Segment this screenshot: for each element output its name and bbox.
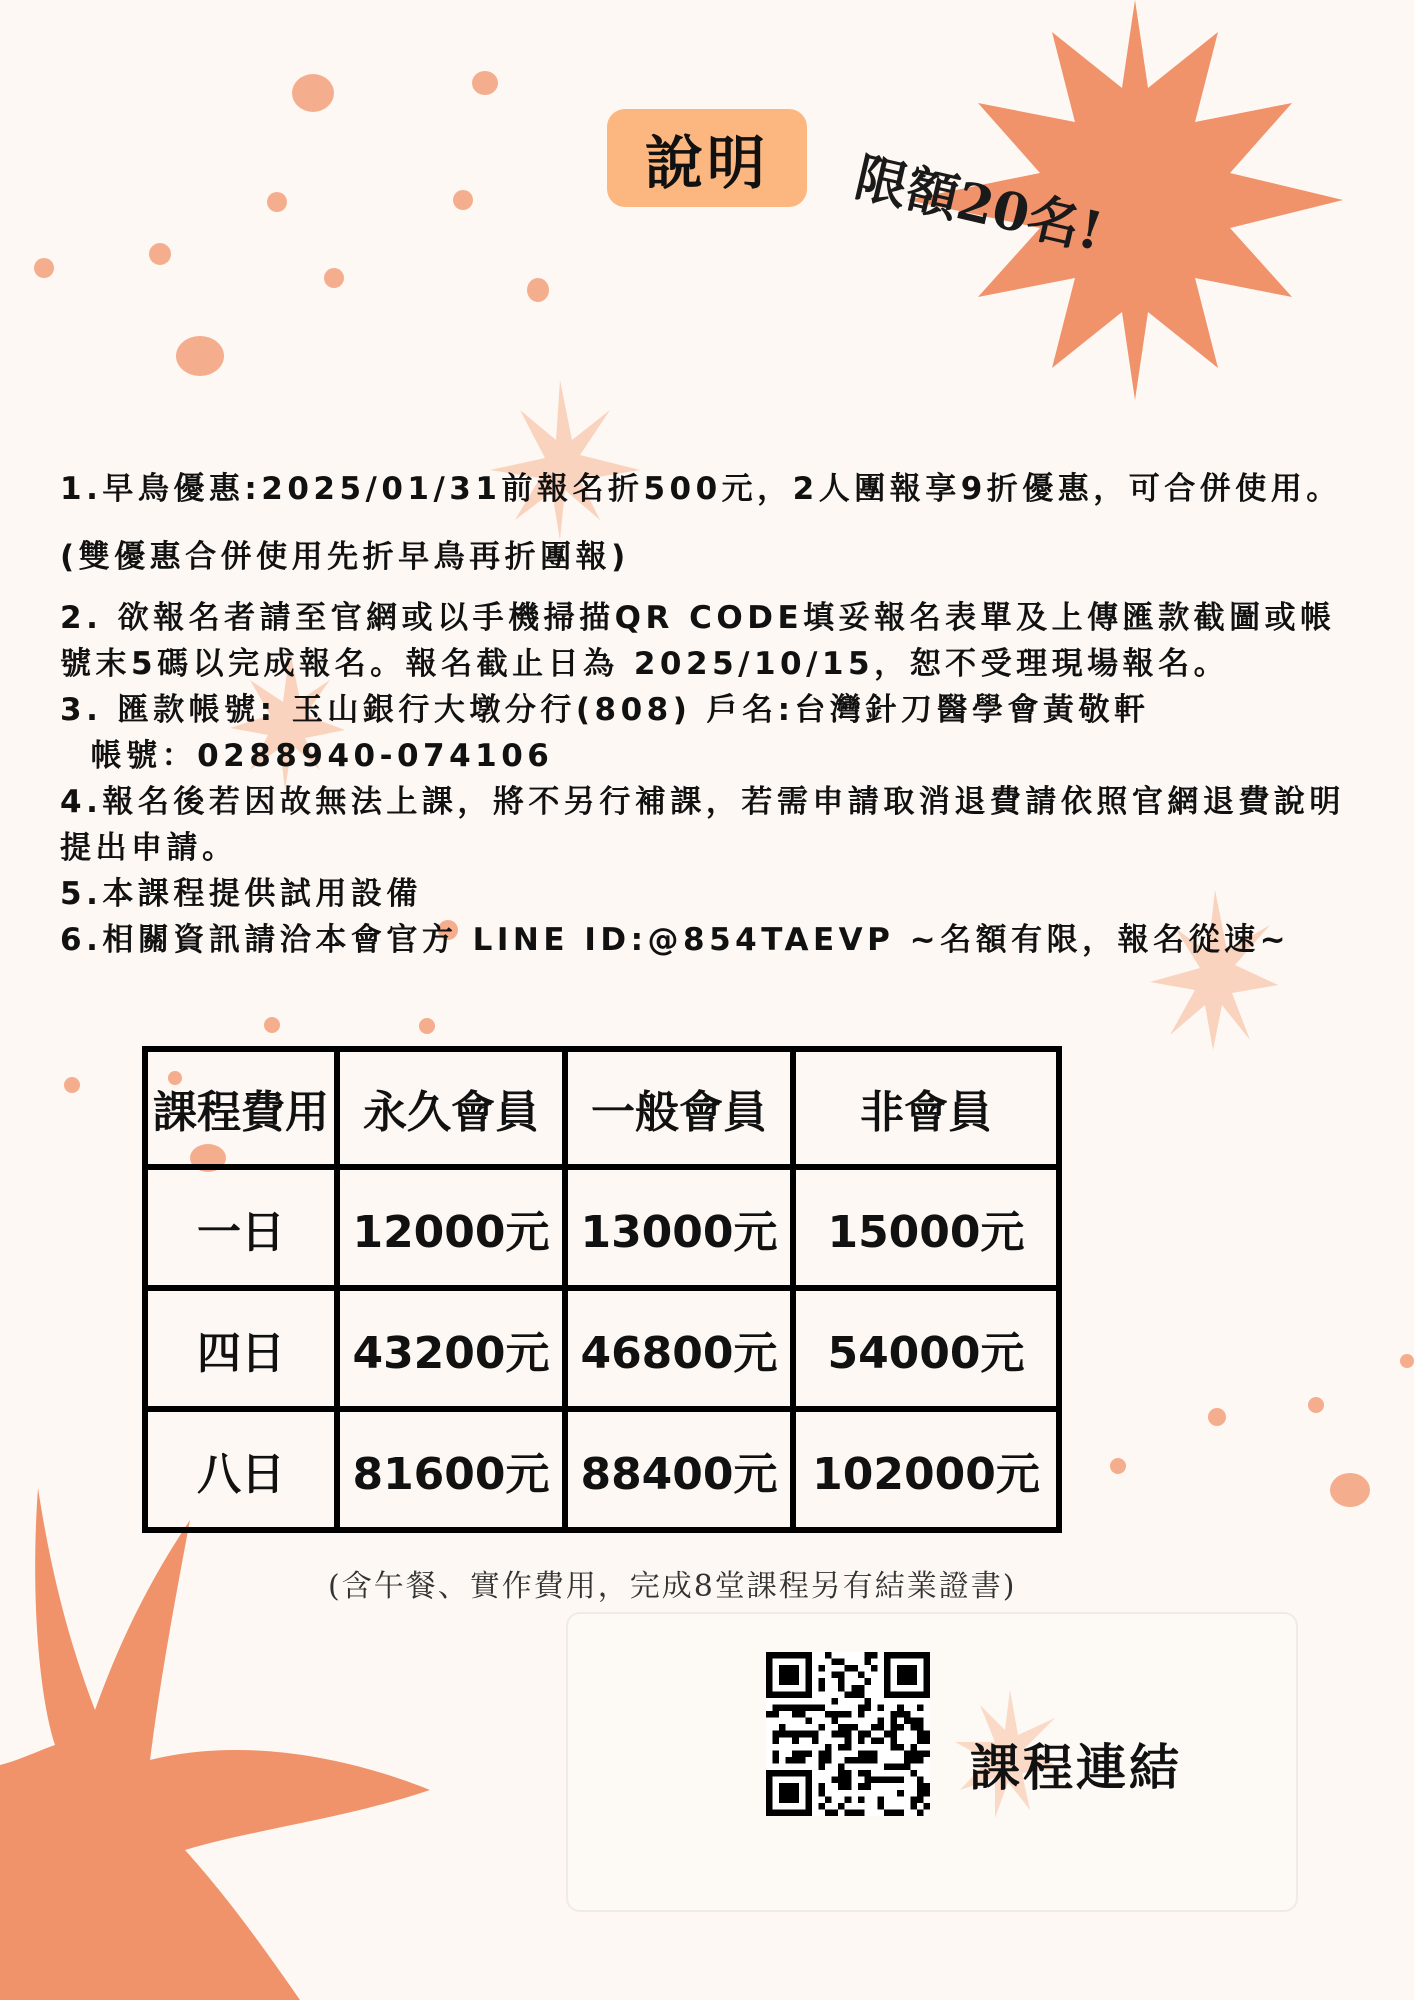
table-cell: 一日: [145, 1167, 337, 1288]
rule-item: 4.報名後若因故無法上課，將不另行補課，若需申請取消退費請依照官網退費說明提出申請。: [60, 784, 1345, 866]
rule-item: 1.早鳥優惠:2025/01/31前報名折500元，2人團報享9折優惠，可合併使用。(雙優惠合併使用先折早鳥再折團報): [60, 471, 1342, 575]
fee-table: [142, 1046, 1062, 1533]
rule-item: 2. 欲報名者請至官網或以手機掃描QR CODE填妥報名表單及上傳匯款截圖或帳號末5碼以完成報名。報名截止日為 2025/10/15，恕不受理現場報名。: [60, 600, 1336, 682]
table-cell: 15000元: [793, 1167, 1059, 1288]
table-row: [145, 1288, 1059, 1409]
table-cell: 43200元: [337, 1288, 565, 1409]
course-link-label[interactable]: 課程連結: [970, 1739, 1182, 1797]
table-cell: 46800元: [565, 1288, 793, 1409]
rule-item: 6.相關資訊請洽本會官方 LINE ID:@854TAEVP ~名額有限，報名從速~: [60, 922, 1291, 958]
table-header-cell: 課程費用: [145, 1049, 337, 1167]
quota-badge: 限額20名!: [849, 146, 1109, 263]
table-header-cell: 非會員: [793, 1049, 1059, 1167]
table-cell: 四日: [145, 1288, 337, 1409]
table-cell: 81600元: [337, 1409, 565, 1530]
table-cell: 54000元: [793, 1288, 1059, 1409]
table-cell: 八日: [145, 1409, 337, 1530]
table-header-cell: 永久會員: [337, 1049, 565, 1167]
table-row: [145, 1409, 1059, 1530]
table-header-row: [145, 1049, 1059, 1167]
rule-item: 5.本課程提供試用設備: [60, 876, 422, 912]
page-title: 說明: [607, 109, 807, 207]
table-cell: 88400元: [565, 1409, 793, 1530]
qr-code-icon[interactable]: [766, 1652, 930, 1816]
table-header-cell: 一般會員: [565, 1049, 793, 1167]
rules-list: [60, 455, 1360, 963]
table-row: [145, 1167, 1059, 1288]
table-cell: 12000元: [337, 1167, 565, 1288]
fee-note: (含午餐、實作費用，完成8堂課程另有結業證書): [328, 1569, 1017, 1604]
rule-item: 帳號：0288940-074106: [60, 738, 554, 774]
qr-card: [566, 1612, 1298, 1912]
table-cell: 13000元: [565, 1167, 793, 1288]
rule-item: 3. 匯款帳號: 玉山銀行大墩分行(808) 戶名:台灣針刀醫學會黃敬軒: [60, 692, 1150, 728]
table-cell: 102000元: [793, 1409, 1059, 1530]
